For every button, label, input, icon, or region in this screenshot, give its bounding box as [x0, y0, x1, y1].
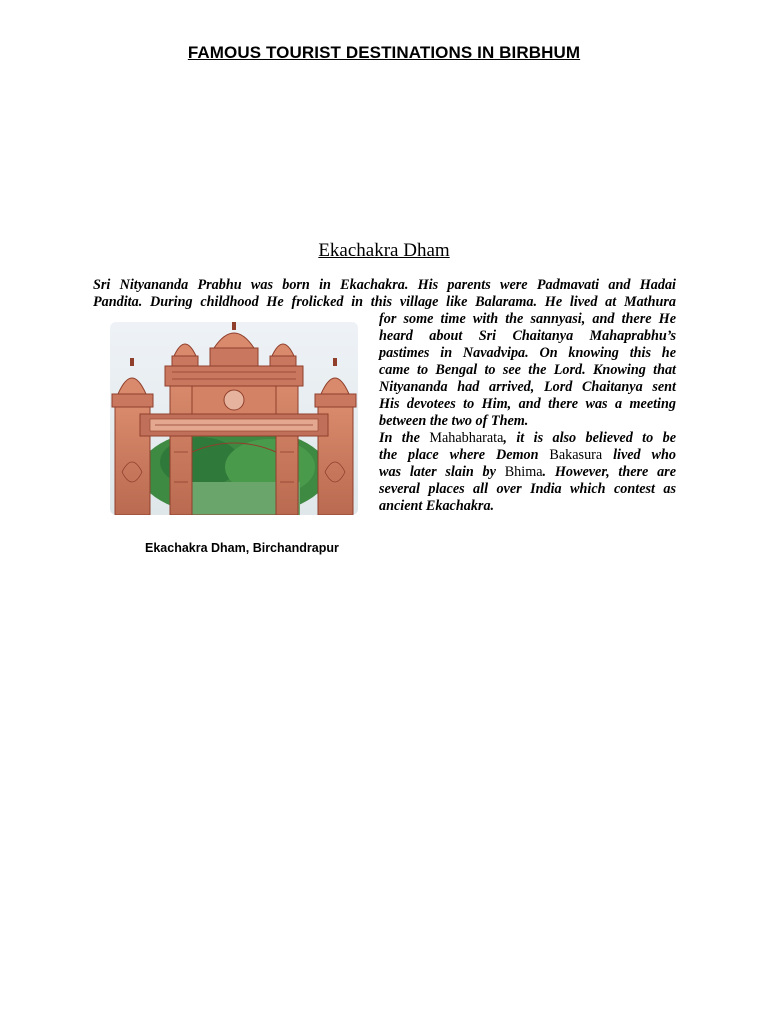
text-line: In the Mahabharata, it is also believed to be: [379, 430, 677, 446]
section-heading: Ekachakra Dham: [318, 240, 450, 261]
intro-line: Sri Nityananda Prabhu was born in Ekachakra. His parents were Padmavati and Hadai: [93, 277, 676, 293]
text-line: His devotees to Him, and there was a meeting: [379, 396, 676, 412]
text-line: Nityananda had arrived, Lord Chaitanya sent: [379, 379, 676, 395]
text-line: was later slain by Bhima. However, there are: [379, 464, 676, 480]
text-line: several places all over India which contest as: [379, 481, 676, 497]
document-title: FAMOUS TOURIST DESTINATIONS IN BIRBHUM: [187, 43, 581, 62]
bhima-term: Bhima: [504, 464, 543, 480]
paragraph-2: [379, 430, 676, 515]
paragraph-1: [379, 311, 676, 430]
text-line: for some time with the sannyasi, and there He: [379, 311, 676, 327]
right-column-text: [379, 311, 676, 515]
text-line: pastimes in Navadvipa. On knowing this he: [379, 345, 676, 361]
bakasura-term: Bakasura: [549, 447, 603, 463]
text-line: came to Bengal to see the Lord. Knowing that: [379, 362, 676, 378]
text-line: between the two of Them.: [379, 413, 529, 429]
text-line: the place where Demon Bakasura lived who: [379, 447, 676, 463]
image-caption: Ekachakra Dham, Birchandrapur: [145, 541, 339, 555]
ekachakra-gate-photo: [110, 322, 358, 515]
text-line: ancient Ekachakra.: [379, 498, 495, 514]
text-line: heard about Sri Chaitanya Mahaprabhu’s: [379, 328, 676, 344]
mahabharata-term: Mahabharata: [429, 430, 504, 446]
intro-paragraph: [93, 277, 676, 311]
intro-line: Pandita. During childhood He frolicked in this village like Balarama. He lived at Mathura: [93, 294, 676, 310]
